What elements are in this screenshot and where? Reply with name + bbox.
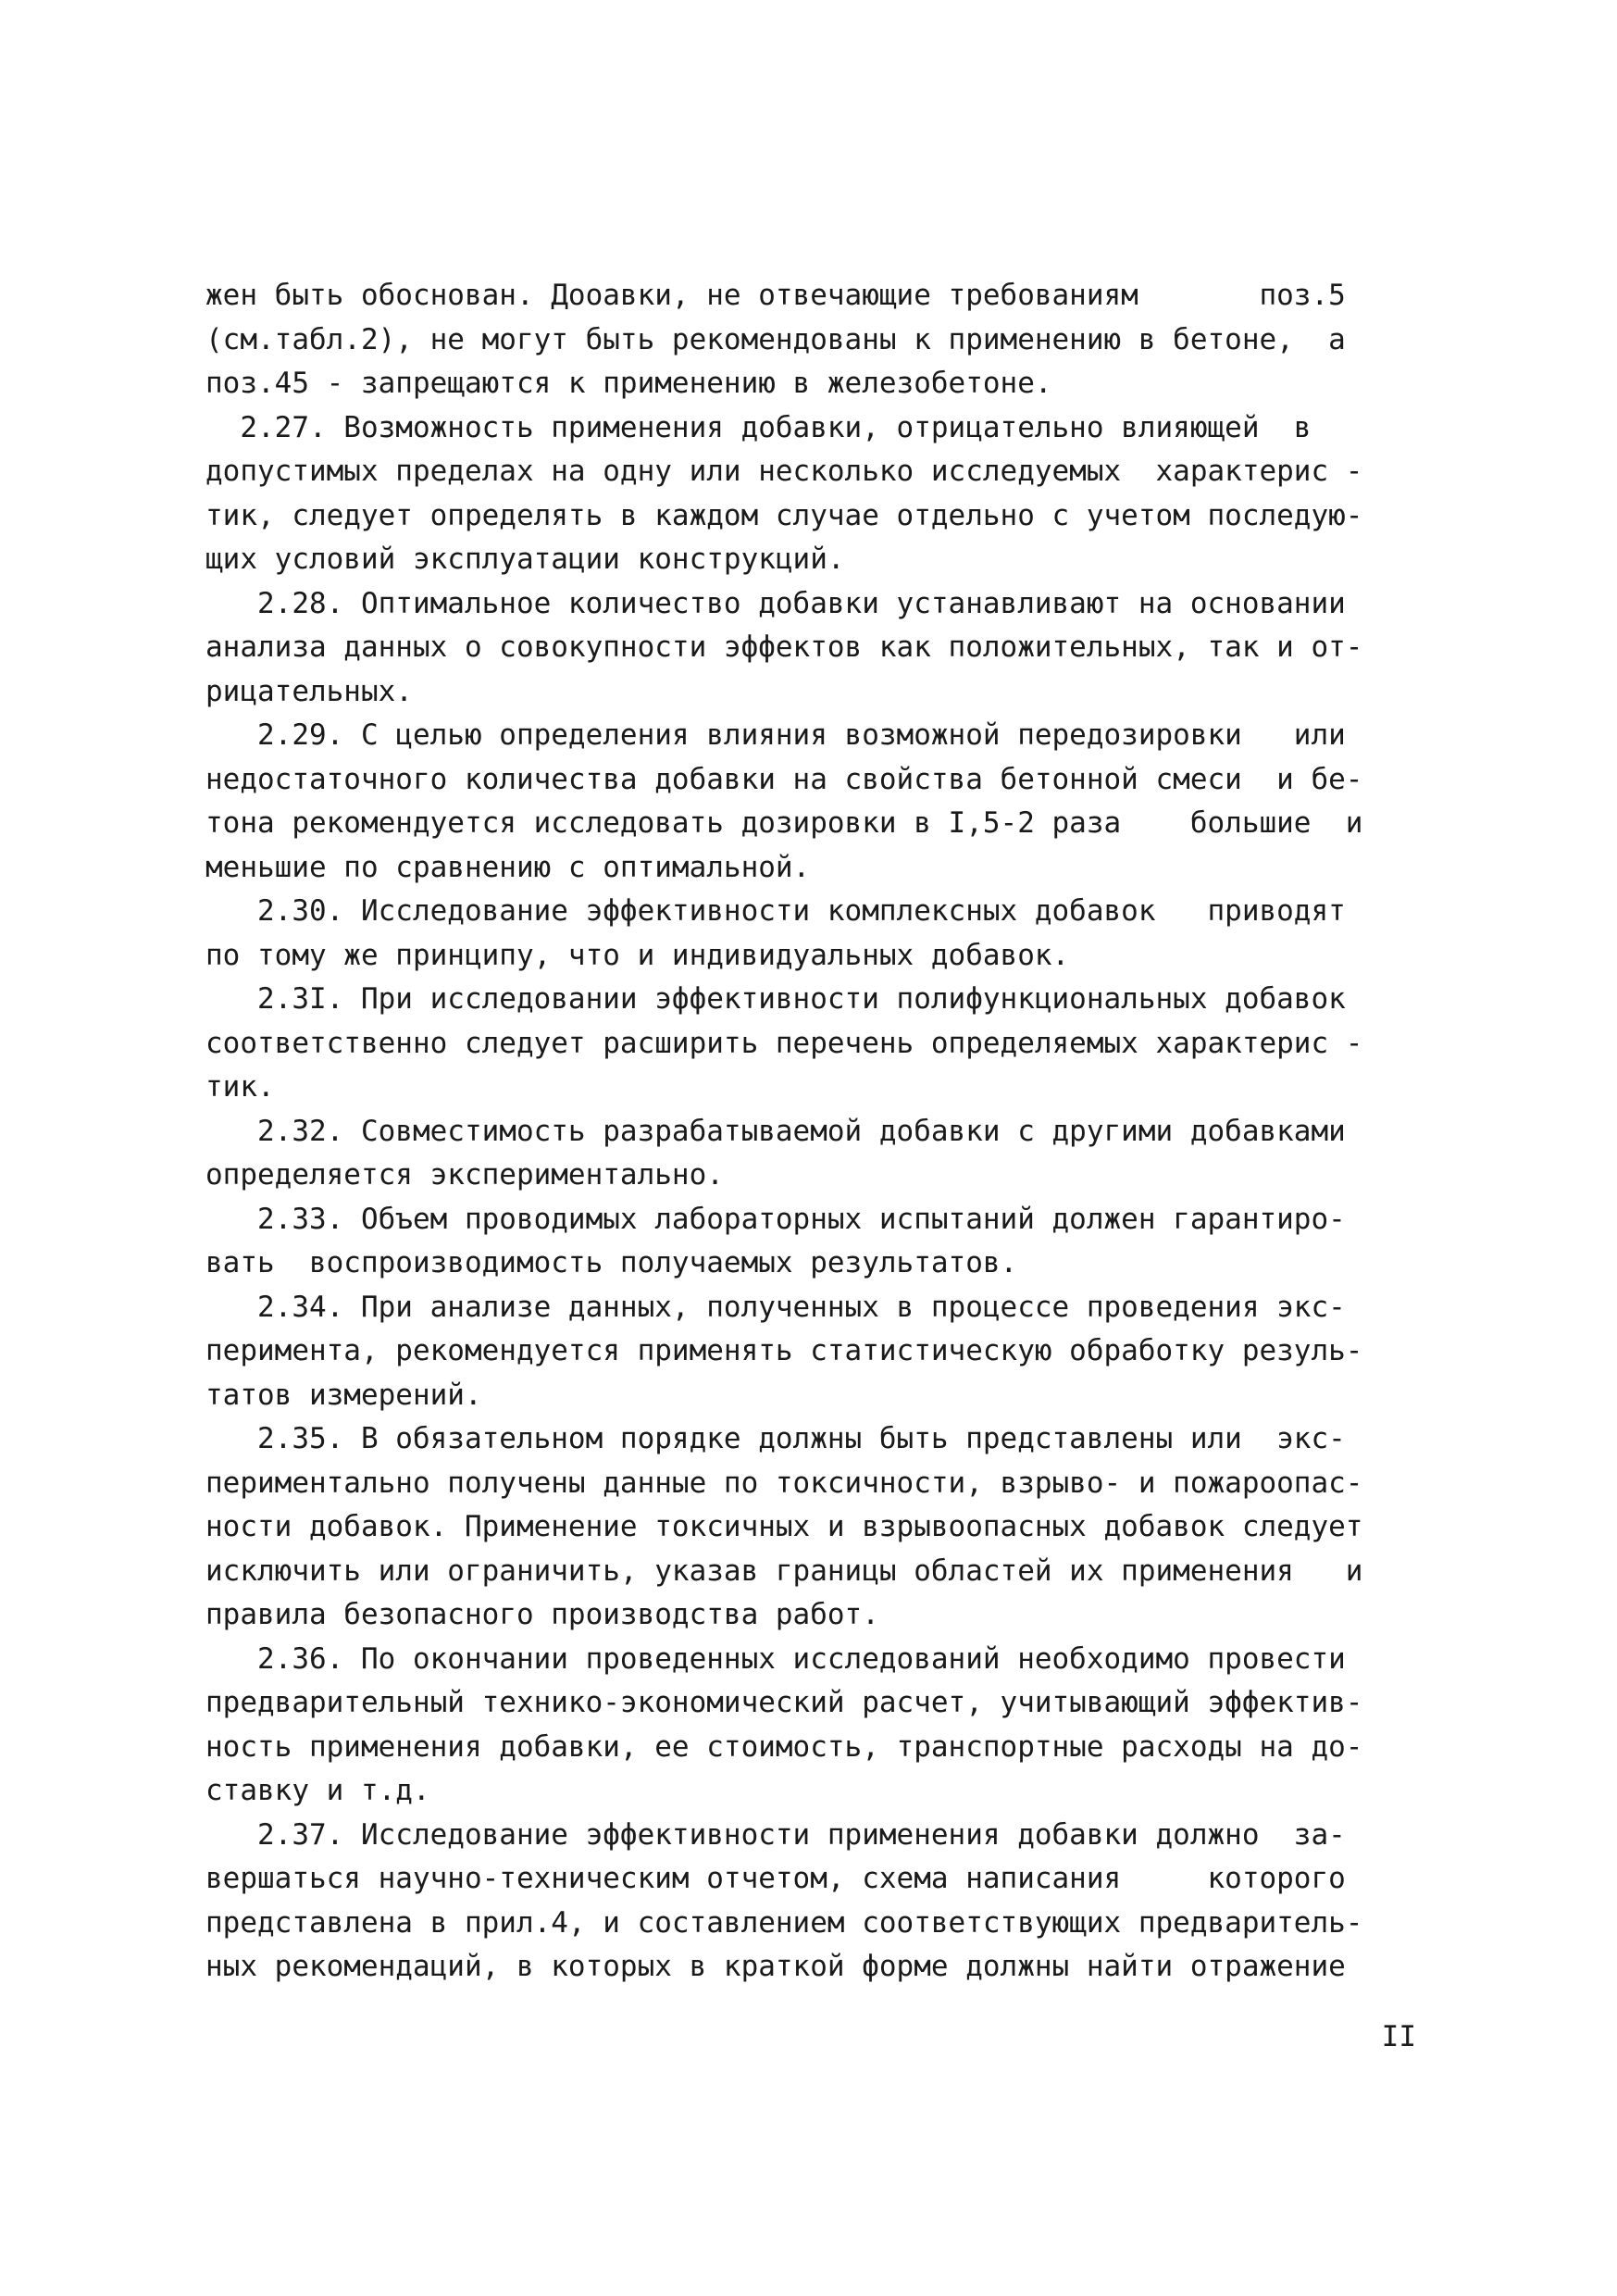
text-line: вать воспроизводимость получаемых результатов.: [205, 1246, 1018, 1279]
text-line: 2.33. Объем проводимых лабораторных испытаний должен гарантиро-: [205, 1202, 1346, 1236]
text-line: соответственно следует расширить перечень определяемых характерис -: [205, 1026, 1363, 1060]
text-line: исключить или ограничить, указав границы областей их применения и: [205, 1554, 1363, 1588]
text-line: определяется экспериментально.: [205, 1158, 724, 1192]
text-line: периментально получены данные по токсичности, взрыво- и пожароопас-: [205, 1466, 1363, 1500]
text-line: тона рекомендуется исследовать дозировки в I,5-2 раза большие и: [205, 806, 1363, 840]
text-line: тик.: [205, 1070, 275, 1104]
text-line: меньшие по сравнению с оптимальной.: [205, 850, 811, 884]
text-line: ности добавок. Применение токсичных и взрывоопасных добавок следует: [205, 1510, 1363, 1543]
text-line: 2.35. В обязательном порядке должны быть представлены или экс-: [205, 1422, 1346, 1455]
text-line: поз.45 - запрещаются к применению в железобетоне.: [205, 367, 1052, 400]
text-line: 2.27. Возможность применения добавки, отрицательно влияющей в: [205, 410, 1312, 444]
text-line: анализа данных о совокупности эффектов как положительных, так и от-: [205, 630, 1363, 664]
text-line: 2.32. Совместимость разрабатываемой добавки с другими добавками: [205, 1114, 1346, 1148]
text-line: тик, следует определять в каждом случае отдельно с учетом последую-: [205, 498, 1363, 532]
text-line: вершаться научно-техническим отчетом, схема написания которого: [205, 1862, 1346, 1895]
text-line: ных рекомендаций, в которых в краткой форме должны найти отражение: [205, 1950, 1346, 1983]
text-line: недостаточного количества добавки на свойства бетонной смеси и бе-: [205, 762, 1363, 796]
text-line: 2.3I. При исследовании эффективности полифункциональных добавок: [205, 982, 1346, 1016]
text-line: щих условий эксплуатации конструкций.: [205, 543, 845, 576]
text-line: по тому же принципу, что и индивидуальных добавок.: [205, 938, 1070, 972]
page-number: II: [1381, 2020, 1416, 2053]
text-line: 2.29. С целью определения влияния возможной передозировки или: [205, 718, 1346, 752]
text-line: правила безопасного производства работ.: [205, 1598, 879, 1631]
text-line: рицательных.: [205, 674, 413, 708]
text-line: (см.табл.2), не могут быть рекомендованы к применению в бетоне, а: [205, 322, 1346, 356]
text-line: ставку и т.д.: [205, 1774, 430, 1807]
text-line: перимента, рекомендуется применять статистическую обработку резуль-: [205, 1334, 1363, 1367]
text-line: допустимых пределах на одну или несколько исследуемых характерис -: [205, 455, 1363, 488]
text-line: 2.37. Исследование эффективности применения добавки должно за-: [205, 1817, 1346, 1852]
body-text: [205, 274, 1409, 1990]
text-line: ность применения добавки, ее стоимость, транспортные расходы на до-: [205, 1729, 1363, 1764]
text-line: жен быть обоснован. Дооавки, не отвечающие требованиям поз.5: [205, 279, 1346, 312]
text-line: представлена в прил.4, и составлением соответствующих предваритель-: [205, 1905, 1363, 1940]
text-line: 2.36. По окончании проведенных исследований необходимо провести: [205, 1641, 1346, 1676]
text-line: 2.28. Оптимальное количество добавки устанавливают на основании: [205, 586, 1346, 620]
text-line: татов измерений.: [205, 1378, 482, 1412]
text-line: 2.34. При анализе данных, полученных в процессе проведения экс-: [205, 1290, 1346, 1324]
text-line: 2.30. Исследование эффективности комплексных добавок приводят: [205, 894, 1346, 928]
text-line: предварительный технико-экономический расчет, учитывающий эффектив-: [205, 1686, 1363, 1719]
